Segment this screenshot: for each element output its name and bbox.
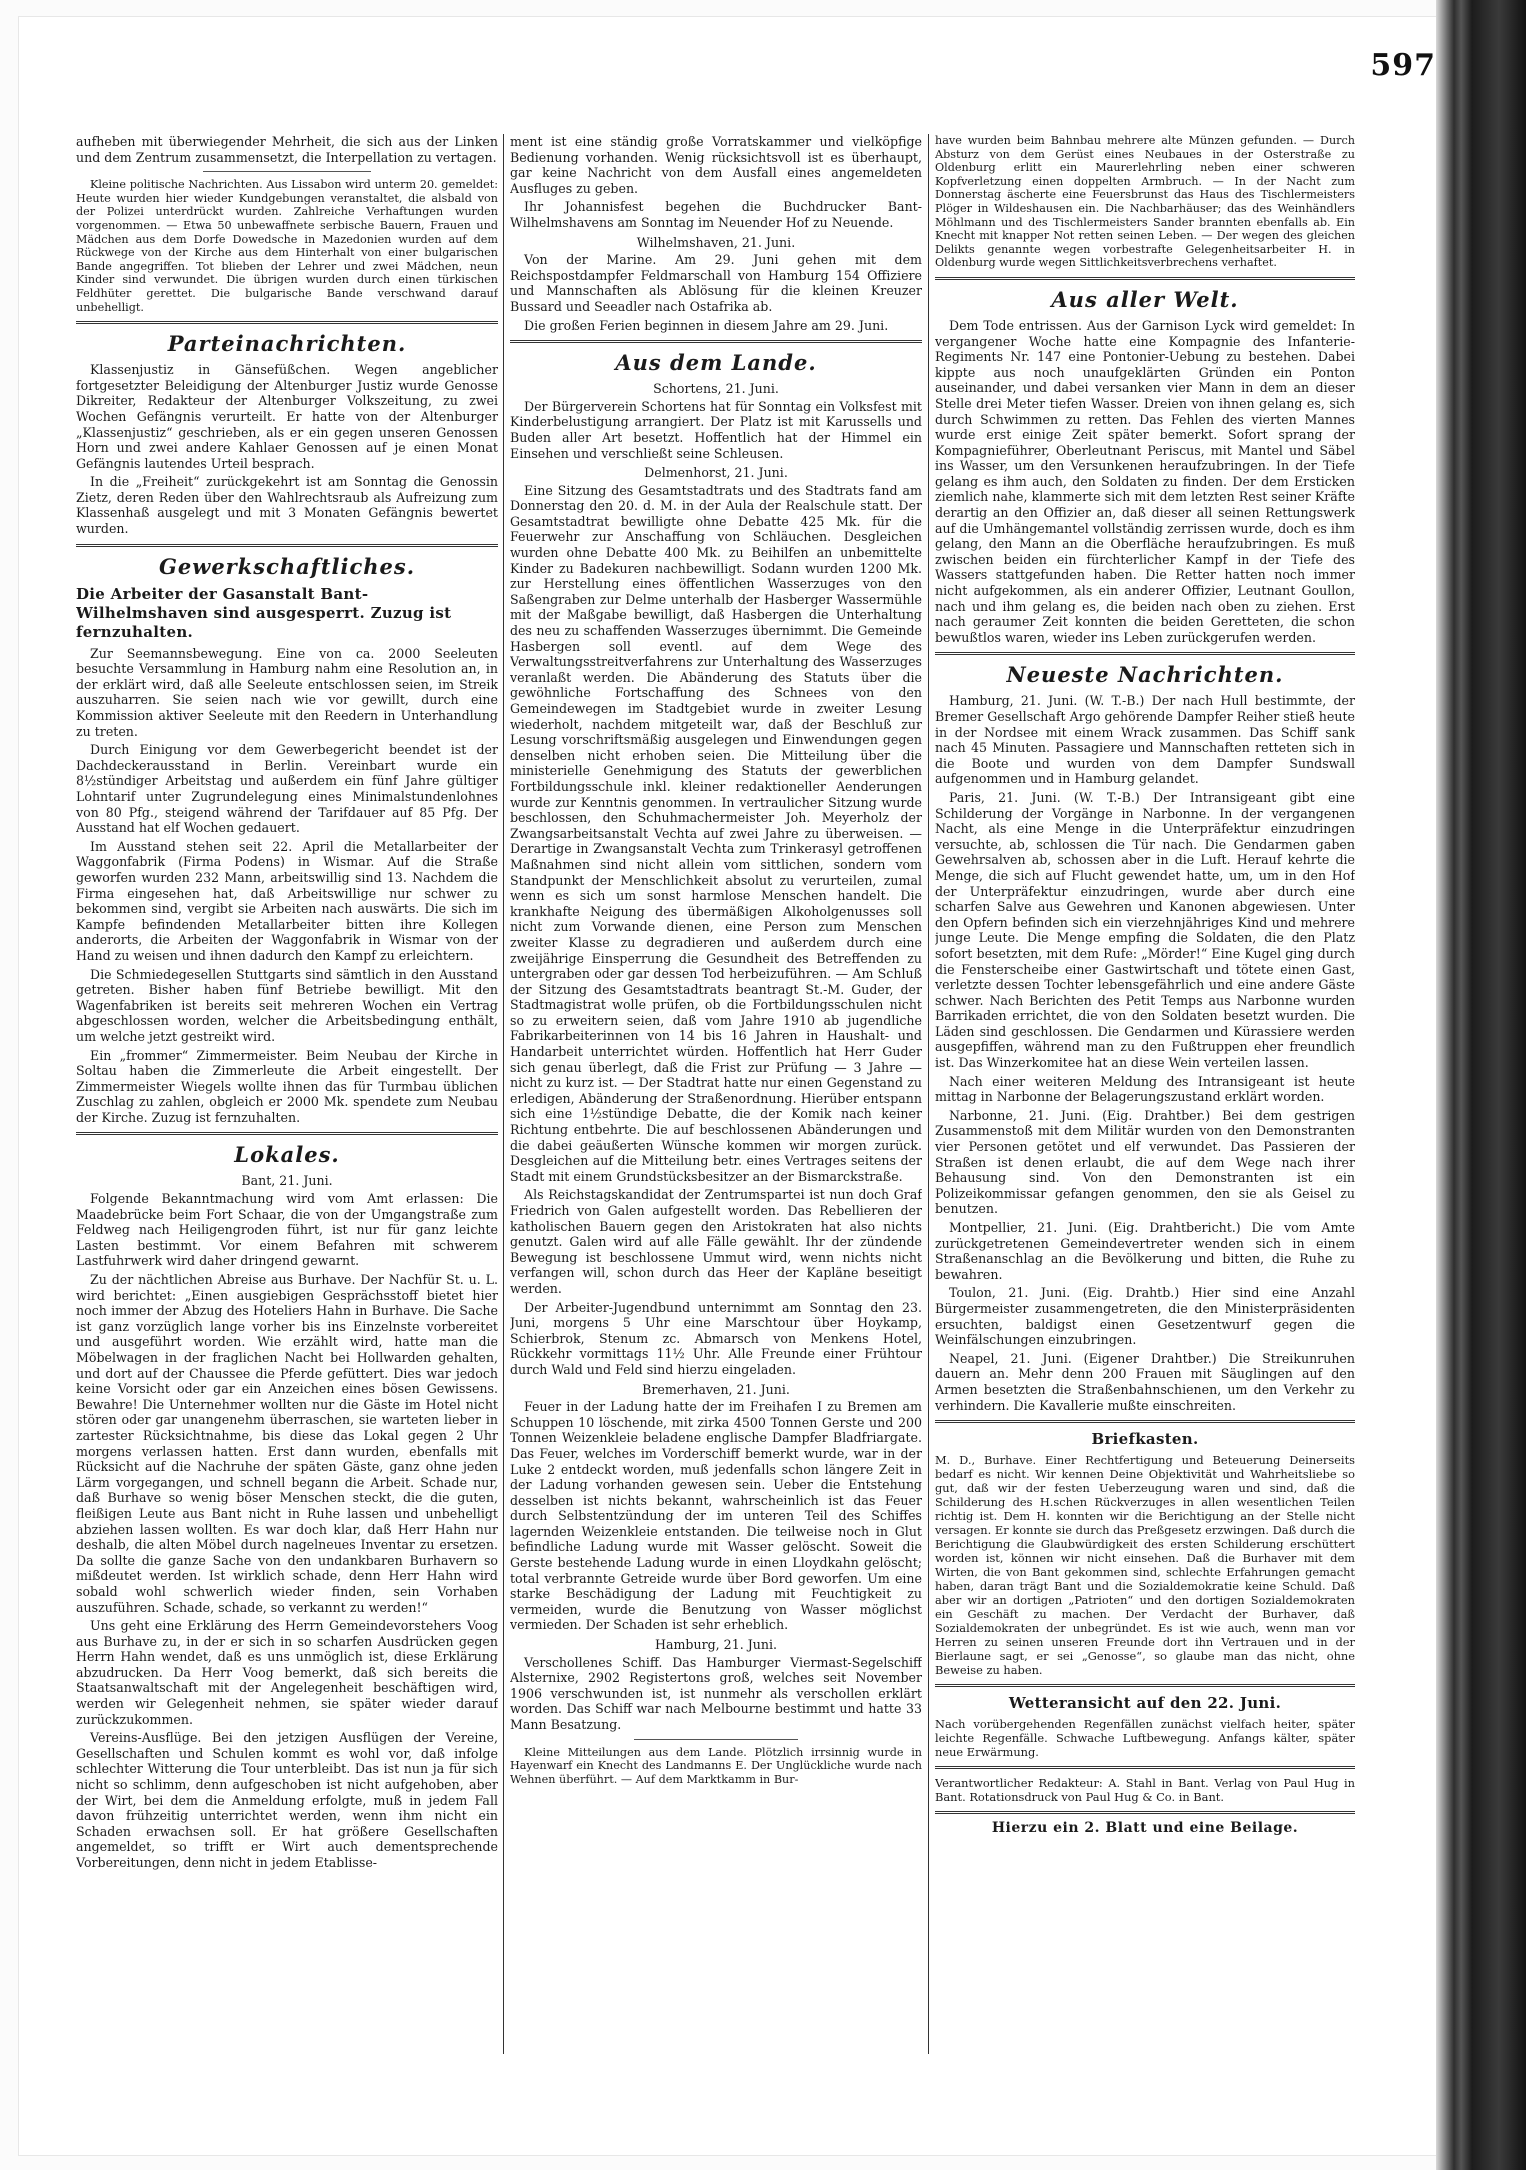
article-vereins-ausfluege: Vereins-Ausflüge. Bei den jetzigen Ausflügen der Vereine, Gesellschaften und Schulen kommt es wohl vor, daß infolge schlechter Witterung die Tour unterbleibt. Das ist nun ja für sich nicht so schlimm, denn aufgeschoben ist nicht aufgehoben, aber der Wirt, bei dem die Anmeldung erfolgte, muß in jedem Fall davon frühzeitig unterrichtet werden, wenn ihm nicht ein Schaden erwachsen soll. Er hat größere Gesellschaften angemeldet, so trifft er Wirt auch dementsprechende Vorbereitungen, denn nicht in jedem Etablisse- xyxy=(76,1730,498,1870)
article-freiheit: In die „Freiheit“ zurückgekehrt ist am Sonntag die Genossin Zietz, deren Reden über den Wahlrechtsraub als Aufreizung zum Klassenhaß ausgelegt und mit 3 Monaten Gefängnis bewertet wurden. xyxy=(76,474,498,537)
article-frommer-zimmermeister: Ein „frommer“ Zimmermeister. Beim Neubau der Kirche in Soltau haben die Zimmerleute die Arbeit eingestellt. Der Zimmermeister Wiegels wollte ihnen das für Turmbau üblichen Zuschlag zu zahlen, obgleich er 2000 Mk. spendete zum Neubau der Kirche. Zuzug ist fernzuhalten. xyxy=(76,1047,498,1125)
article-marine: Von der Marine. Am 29. Juni gehen mit dem Reichspostdampfer Feldmarschall von Hamburg 154 Offiziere und Mannschaften als Ablösung für die kleinen Kreuzer Bussard und Seeadler nach Ostafrika ab. xyxy=(510,252,922,314)
article-neapel: Neapel, 21. Juni. (Eigener Drahtber.) Die Streikunruhen dauern an. Mehr denn 200 Frauen mit Säuglingen auf den Armen besetzten die Straßenbahnschienen, um den Verkehr zu verhindern. Die Kavallerie mußte einschreiten. xyxy=(935,1350,1355,1413)
article-continuation: have wurden beim Bahnbau mehrere alte Münzen gefunden. — Durch Absturz von dem Gerüst eines Neubaues in der Osterstraße zu Oldenburg erlitt ein Maurerlehrling neben einer schweren Kopfverletzung einen doppelten Armbruch. — In der Nacht zum Donnerstag äscherte eine Feuersbrunst das Haus des Tischlermeisters Plöger in Wildeshausen ein. Die Nachbarhäuser; das des Weinhändlers Möhlmann und des Tischlermeisters Sander brannten ebenfalls ab. Ein Knecht mit knapper Not retten seinen Leben. — Der wegen des gleichen Delikts genannte wegen vorbestrafte Gelegenheitsarbeiter H. in Oldenburg wurde wegen Sittlichkeitsverbrechens verhaftet. xyxy=(935,134,1355,270)
section-heading-parteinachrichten: Parteinachrichten. xyxy=(167,331,407,357)
article-buergerverein: Der Bürgerverein Schortens hat für Sonntag ein Volksfest mit Kinderbelustigung arrangiert. Der Platz ist mit Karussells und Buden aller Art besetzt. Hoffentlich hat der Himmel ein Einsehen und verschließt seine Schleusen. xyxy=(510,398,922,461)
article-ausstand-wismar: Im Ausstand stehen seit 22. April die Metallarbeiter der Waggonfabrik (Firma Podens) in Wismar. Auf die Straße geworfen wurden 232 Mann, arbeitswillig sind 13. Nachdem die Firma eingesehen hat, daß Arbeitswillige nur schwer zu bekommen sind, vergibt sie Arbeiten nach auswärts. Die sich im Kampfe befindenden Metallarbeiter bitten ihre Kollegen anderorts, die Arbeiten der Waggonfabrik in Wismar von der Hand zu weisen und ihnen dadurch den Kampf zu erleichtern. xyxy=(76,838,498,963)
dateline-bant: Bant, 21. Juni. xyxy=(241,1173,333,1189)
article-gewerbegericht: Durch Einigung vor dem Gewerbegericht beendet ist der Dachdeckerausstand in Berlin. Vereinbart wurde ein 8½stündiger Arbeitstag und außerdem ein fünf Jahre gültiger Lohntarif unter Zugrundelegung eines Minimalstundenlohnes von 80 Pfg., steigend während der Tarifdauer auf 85 Pfg. Der Ausstand hat elf Wochen gedauert. xyxy=(76,742,498,836)
column-right xyxy=(935,134,1355,2054)
dateline-wilhelmshaven: Wilhelmshaven, 21. Juni. xyxy=(636,234,796,250)
article-continuation: aufheben mit überwiegender Mehrheit, die sich aus der Linken und dem Zentrum zusammensetzt, die Interpellation zu vertagen. xyxy=(76,134,498,165)
article-narbonne: Narbonne, 21. Juni. (Eig. Drahtber.) Bei dem gestrigen Zusammenstoß mit dem Militär wurden von den Demonstranten vier Personen getötet und elf verwundet. Das Passieren der Straßen ist denen erlaubt, die auf dem Wege nach ihrer Behausung sind. Von den Demonstranten ist ein Polizeikommissar gefangen genommen, den sie als Geisel zu benutzen. xyxy=(935,1107,1355,1217)
article-klassenjustiz: Klassenjustiz in Gänsefüßchen. Wegen angeblicher fortgesetzter Beleidigung der Altenburger Justiz wurde Genosse Dikreiter, Redakteur der Altenburger Volkszeitung, zu zwei Wochen Gefängnis verurteilt. Er hatte von der Altenburger „Klassenjustiz“ geschrieben, als er ein gegen unseren Genossen Horn und zwei andere Kahlaer Genossen auf je einen Monat Gefängnis lautendes Urteil besprach. xyxy=(76,362,498,471)
article-kleine-mitteilungen: Kleine Mitteilungen aus dem Lande. Plötzlich irrsinnig wurde in Hayenwarf ein Knecht des Landmanns E. Der Unglückliche wurde nach Wehnen überführt. — Auf dem Marktkamm in Bur- xyxy=(510,1745,922,1786)
section-heading-lokales: Lokales. xyxy=(234,1142,340,1168)
headline-gasanstalt: Die Arbeiter der Gasanstalt Bant-Wilhelmshaven sind ausgesperrt. Zuzug ist fernzuhalten. xyxy=(76,584,452,641)
section-divider xyxy=(510,340,922,343)
section-heading-gewerkschaftliches: Gewerkschaftliches. xyxy=(158,553,416,579)
article-belagerungszustand: Nach einer weiteren Meldung des Intransigeant ist heute mittag in Narbonne der Belagerungszustand erklärt worden. xyxy=(935,1073,1355,1105)
article-dem-tode-entrissen: Dem Tode entrissen. Aus der Garnison Lyck wird gemeldet: In vergangener Woche hatte eine Kompagnie des Infanterie-Regiments Nr. 147 eine Pontonier-Uebung zu bestehen. Dabei kippte aus noch unaufgeklärten Gründen ein Ponton auseinander, und dabei versanken vier Mann in dem an dieser Stelle drei Meter tiefen Wasser. Dreien von ihnen gelang es, sich durch Schwimmen zu retten. Das Fehlen des vierten Mannes wurde erst einige Zeit später bemerkt. Sofort sprang der Kompagnieführer, Oberleutnant Periscus, mit Mantel und Säbel ins Wasser, um den Versunkenen heraufzubringen. In der Tiefe gelang es ihm auch, den Soldaten zu finden. Der dem Ersticken ziemlich nahe, klammerte sich mit dem letzten Rest seiner Kräfte derartig an den Offizier an, daß dieser all seinen Rettungswerk auf die Umhängemantel vollständig zerrissen wurde, doch es ihm gelang, den Mann an die Oberfläche heraufzubringen. Es muß zwischen beiden ein fürchterlicher Kampf in der Tiefe des Wassers stattgefunden haben. Die Retter hatten noch immer nicht aufgekommen, als ein anderer Offizier, Leutnant Goullon, nach und ihm gelang es, die beiden nach oben zu ziehen. Erst nach geraumer Zeit konnten die beiden Geretteten, die schon bewußtlos waren, wieder ins Leben zurückgerufen werden. xyxy=(935,317,1355,645)
dateline-hamburg: Hamburg, 21. Juni. xyxy=(654,1637,778,1653)
section-heading-aus-dem-lande: Aus dem Lande. xyxy=(615,350,817,376)
article-reichstagskandidat: Als Reichstagskandidat der Zentrumspartei ist nun doch Graf Friedrich von Galen aufgestellt worden. Das Rebellieren der katholischen Bauern gegen den Aristokraten hat also nichts genutzt. Galen wird auf alle Fälle gewählt. Ihr der zündende Bewegung ist beschlossene Ummut wird, wenn nichts nicht verfangen will, schon durch das Heer der Kapläne beseitigt werden. xyxy=(510,1187,922,1296)
article-paris-narbonne: Paris, 21. Juni. (W. T.-B.) Der Intransigeant gibt eine Schilderung der Vorgänge in Narbonne. In der vergangenen Nacht, als eine Menge in die Unterpräfektur einzudringen versuchte, ab, schlossen die Tür nach. Die Gendarmen gaben Gewehrsalven ab, schossen aber in die Luft. Herauf kehrte die Menge, die sich auf Flucht gewendet hatte, um, um in den Hof der Unterpräfektur einzudringen, wurde aber durch eine scharfen Salve aus Gewehren und Kanonen abgewiesen. Unter den Opfern befinden sich ein vierzehnjähriges Kind und mehrere junge Leute. Die Menge empfing die Soldaten, die den Platz sofort besetzten, mit dem Rufe: „Mörder!“ Eine Kugel ging durch die Fensterscheibe einer Gastwirtschaft und tötete einen Gast, verletzte dessen Tochter lebensgefährlich und eine andere Gäste schwer. Nach Berichten des Petit Temps aus Narbonne wurden Barrikaden errichtet, die von den Soldaten besetzt wurden. Die Läden sind geschlossen. Die Gendarmen und Kürassiere werden ausgepfiffen, während man zu den Fußtruppen eher freundlich ist. Das Winzerkomitee hat an diese Wein verteilen lassen. xyxy=(935,789,1355,1071)
article-jugendbund: Der Arbeiter-Jugendbund unternimmt am Sonntag den 23. Juni, morgens 5 Uhr eine Marschtour über Hoykamp, Schierbrok, Stenum zc. Abmarsch von Menkens Hotel, Rückkehr vormittags 11½ Uhr. Alle Freunde einer Frühtour durch Wald und Feld sind hierzu eingeladen. xyxy=(510,1299,922,1377)
article-hamburg-dampfer: Hamburg, 21. Juni. (W. T.-B.) Der nach Hull bestimmte, der Bremer Gesellschaft Argo gehörende Dampfer Reiher stieß heute in der Nordsee mit einem Wrack zusammen. Das Schiff sank nach 45 Minuten. Passagiere und Mannschaften retteten sich in die Boote und wurden von dem Dampfer Sundswall aufgenommen und in Hamburg gelandet. xyxy=(935,693,1355,787)
article-schmiedegesellen: Die Schmiedegesellen Stuttgarts sind sämtlich in den Ausstand getreten. Bisher haben fünf Betriebe bewilligt. Mit den Wagenfabriken ist bereits seit mehreren Wochen ein Vertrag abgeschlossen worden, welcher die Arbeitsbedingung enthält, um welche jetzt gestreikt wird. xyxy=(76,966,498,1044)
article-abreise-burhave: Zu der nächtlichen Abreise aus Burhave. Der Nachfür St. u. L. wird berichtet: „Einen ausgiebigen Gesprächsstoff bietet hier noch immer der Abzug des Hoteliers Hahn in Burhave. Die Sache ist ganz vorzüglich lange vorher bis ins Einzelnste vorbereitet und ausgeführt worden. Wie erzählt wird, hatte man die Möbelwagen in der fraglichen Nacht bei Hollwarden gehalten, und dort auf der Chaussee die Pferde gefüttert. Dies war jedoch keine Vorsicht oder gar ein Anzeichen eines bösen Gewissens. Bewahre! Die Unternehmer wollten nur die Gäste im Hotel nicht stören oder gar unangenehm überraschen, sie warteten lieber in zartester Rücksichtnahme, bis diese das Lokal gegen 2 Uhr morgens verlassen hatten. Erst dann wurden, ebenfalls mit Rücksicht auf die Nachruhe der späten Gäste, ganz ohne jeden Lärm vorgegangen, und schnell begann die Arbeit. Schade nur, daß Burhave so wenig böser Menschen steckt, die die guten, fleißigen Leute aus Bant nicht in Ruhe lassen und unbehelligt abziehen lassen wollten. Es war doch klar, daß Herr Hahn nur deshalb, die alten Möbel durch nagelneues Inventar zu ersetzen. Da sollte die ganze Sache von den undankbaren Burhavern so mißdeutet werden. Ist wirklich schade, denn Herr Hahn wird sobald wohl schwerlich wieder finden, sein Vorhaben auszuführen. Schade, schade, so verkannt zu werden!“ xyxy=(76,1272,498,1615)
article-ferien: Die großen Ferien beginnen in diesem Jahre am 29. Juni. xyxy=(524,317,889,333)
section-divider xyxy=(935,652,1355,655)
section-divider xyxy=(76,321,498,324)
article-montpellier: Montpellier, 21. Juni. (Eig. Drahtbericht.) Die vom Amte zurückgetretenen Gemeindevertreter wenden sich in einem Straßenanschlag an die Bevölkerung und bitten, die Ruhe zu bewahren. xyxy=(935,1220,1355,1282)
section-heading-neueste-nachrichten: Neueste Nachrichten. xyxy=(1006,662,1284,688)
article-verschollenes-schiff: Verschollenes Schiff. Das Hamburger Viermast-Segelschiff Alsternixe, 2902 Registertons groß, welches seit November 1906 verschwunden ist, ist nunmehr als verschollen erklärt worden. Das Schiff war nach Melbourne bestimmt und hatte 33 Mann Besatzung. xyxy=(510,1654,922,1732)
section-divider xyxy=(935,1684,1355,1687)
heading-wetteransicht: Wetteransicht auf den 22. Juni. xyxy=(1008,1694,1282,1713)
section-divider xyxy=(76,1132,498,1135)
weather-forecast: Nach vorübergehenden Regenfällen zunächst vielfach heiter, später leichte Regenfälle. Schwache Luftbewegung. Anfangs kälter, später neue Erwärmung. xyxy=(935,1717,1355,1760)
section-divider xyxy=(935,1420,1355,1423)
dateline-delmenhorst: Delmenhorst, 21. Juni. xyxy=(644,465,788,481)
column-rule-2 xyxy=(928,134,929,2054)
article-briefkasten: M. D., Burhave. Einer Rechtfertigung und Beteuerung Deinerseits bedarf es nicht. Wir kennen Deine Objektivität und Wahrheitsliebe so gut, daß wir der festen Ueberzeugung waren und sind, daß die Schilderung des H.schen Rückverzuges in allen wesentlichen Teilen richtig ist. Dem H. konnten wir die Berichtigung an der Stelle nicht versagen. Er konnte sie durch das Preßgesetz erzwingen. Daß durch die Berichtigung die Glaubwürdigkeit des ersten Schilderung erschüttert worden ist, können wir nicht einsehen. Daß die Burhaver mit dem Wirten, die von Bant gekommen sind, schlechte Erfahrungen gemacht haben, daran trägt Bant und die Sozialdemokratie keine Schuld. Daß aber wir an dortigen „Patrioten“ und den dortigen Sozialdemokraten ein Geschäft zu machen. Der Verdacht der Burhaver, daß Sozialdemokraten der unbegründet. Es ist wie auch, wenn man vor Herren zu seinen unseren Freunde dort ihn Vertrauen und in der Bierlaune sagt, er sei „Genosse“, so glaube man das nicht, ohne Beweise zu haben. xyxy=(935,1453,1355,1678)
article-stadtrat-sitzung: Eine Sitzung des Gesamtstadtrats und des Stadtrats fand am Donnerstag den 20. d. M. in der Aula der Realschule statt. Der Gesamtstadtrat bewilligte ohne Debatte 425 Mk. für die Feuerwehr zur Anschaffung von Schläuchen. Desgleichen wurden ohne Debatte 400 Mk. zu Beihilfen an unbemittelte Kinder zu Badekuren nachbewilligt. Sodann wurden 1200 Mk. zur Herstellung eines öffentlichen Wasserzuges von den Saßengraben zur Delme unterhalb der Hasberger Wassermühle mit der Maßgabe bewilligt, daß Hasbergen die Unterhaltung des neu zu schaffenden Wasserzuges übernimmt. Die Gemeinde Hasbergen soll eventl. auf dem Wege des Verwaltungsstreitverfahrens zur Unterhaltung des Wasserzuges veranlaßt werden. Die Abänderung des Statuts über die gewöhnliche Fortschaffung des Schnees von den Gemeindewegen im Stadtgebiet wurde in zweiter Lesung wiederholt, nachdem mitgeteilt war, daß der Beschluß zur Lesung vorschriftsmäßig ausgelegen und Einwendungen gegen denselben nicht erhoben seien. Die Mitteilung über die ministerielle Genehmigung des Statuts der gewerblichen Fortbildungsschule inkl. kleiner redaktioneller Aenderungen wurde zur Kenntnis genommen. In vertraulicher Sitzung wurde beschlossen, den Schuhmachermeister Joh. Meyerholz der Zwangsarbeitsanstalt Vechta auf zwei Jahre zu überweisen. — Derartige in Zwangsanstalt Vechta zum Trinkerasyl getroffenen Maßnahmen sind nicht allein vom sittlichen, sondern vom Standpunkt der Menschlichkeit absolut zu verurteilen, zumal wenn es sich um sonst harmlose Menschen handelt. Die krankhafte Neigung des übermäßigen Alkoholgenusses soll nicht zum Vorwande dienen, eine Person zum Menschen zweiter Klasse zu degradieren und außerdem durch eine zweijährige Einsperrung die Gesundheit des Betreffenden zu untergraben oder gar dessen Tod herbeizuführen. — Am Schluß der Sitzung des Gesamtstadtrats beantragt St.-M. Guder, der Stadtmagistrat wolle prüfen, ob die Fortbildungsschulen nicht so zu erweitern seien, daß vom Jahre 1910 ab jugendliche Fabrikarbeiterinnen von 14 bis 16 Jahren in Haushalt- und Handarbeit unterrichtet würden. Hoffentlich hat Herr Guder sich genau überlegt, daß die Frist zur Prüfung — 3 Jahre — nicht zu kurz ist. — Der Stadtrat hatte nur einen Gegenstand zu erledigen, Abänderung der Straßenordnung. Hierüber entspann sich eine 1½stündige Debatte, die der Komik nach keiner Richtung entbehrte. Die auf beschlossenen Abänderungen und die dabei geäußerten Wünsche kommen wir morgen zurück. Desgleichen auf die Mitteilung betr. eines Vertrages seitens der Stadt mit einem Grundstücksbesitzer an der Bismarckstraße. xyxy=(510,482,922,1184)
section-heading-aus-aller-welt: Aus aller Welt. xyxy=(1051,286,1239,312)
book-binding-edge xyxy=(1436,0,1526,2170)
section-divider xyxy=(935,1766,1355,1769)
dateline-schortens: Schortens, 21. Juni. xyxy=(653,381,779,397)
article-continuation: ment ist eine ständig große Vorratskammer und vielköpfige Bedienung vorhanden. Wenig rücksichtsvoll ist es überhaupt, gar keine Nachricht von dem Ausfall eines angemeldeten Ausfluges zu geben. xyxy=(510,134,922,196)
column-left xyxy=(76,134,498,2054)
section-divider xyxy=(935,1811,1355,1814)
article-toulon: Toulon, 21. Juni. (Eig. Drahtb.) Hier sind eine Anzahl Bürgermeister zusammengetreten, die den Ministerpräsidenten ersuchten, baldigst einen Gesetzentwurf gegen die Weinfälschungen einzubringen. xyxy=(935,1285,1355,1348)
separator xyxy=(203,171,372,172)
section-divider xyxy=(76,544,498,547)
imprint: Verantwortlicher Redakteur: A. Stahl in Bant. Verlag von Paul Hug in Bant. Rotationsdruck von Paul Hug & Co. in Bant. xyxy=(935,1776,1355,1805)
section-heading-briefkasten: Briefkasten. xyxy=(1091,1430,1199,1449)
article-erklaerung: Uns geht eine Erklärung des Herrn Gemeindevorstehers Voog aus Burhave zu, in der er sich in so scharfen Ausdrücken gegen Herrn Hahn wendet, daß es uns unmöglich ist, diese Erklärung abzudrucken. Da Herr Voog bemerkt, daß sich bereits die Staatsanwaltschaft mit der Angelegenheit beschäftigen wird, werden wir Gelegenheit nehmen, sie später wieder darauf zurückzukommen. xyxy=(76,1618,498,1727)
dateline-bremerhaven: Bremerhaven, 21. Juni. xyxy=(642,1381,790,1397)
article-seemannsbewegung: Zur Seemannsbewegung. Eine von ca. 2000 Seeleuten besuchte Versammlung in Hamburg nahm eine Resolution an, in der erklärt wird, daß alle Seeleute entschlossen seien, im Streik auszuharren. Sie seien nach wie vor gewillt, durch eine Kommission aktiver Seeleute mit den Reedern in Unterhandlung zu treten. xyxy=(76,645,498,739)
supplement-notice: Hierzu ein 2. Blatt und eine Beilage. xyxy=(991,1820,1299,1837)
section-divider xyxy=(935,277,1355,280)
article-bekanntmachung: Folgende Bekanntmachung wird vom Amt erlassen: Die Maadebrücke beim Fort Schaar, die von der Umgangstraße zum Feldweg nach Heiligengroden führt, ist nur für ganz leichte Lasten bestimmt. Vor einem Befahren mit schwerem Lastfuhrwerk wird daher dringend gewarnt. xyxy=(76,1191,498,1269)
column-middle xyxy=(510,134,922,2074)
article-kleine-politische-nachrichten: Kleine politische Nachrichten. Aus Lissabon wird unterm 20. gemeldet: Heute wurden hier wieder Kundgebungen veranstaltet, die alsbald von der Polizei unterdrückt wurden. Zahlreiche Verhaftungen wurden vorgenommen. — Etwa 50 unbewaffnete serbische Bauern, Frauen und Mädchen aus dem Dorfe Dowedsche in Mazedonien wurden auf dem Rückwege von der Kirche aus dem Hinterhalt von einer bulgarischen Bande angegriffen. Tot blieben der Lehrer und zwei Mädchen, neun Kinder sind verwundet. Die übrigen wurden durch einen türkischen Feldhüter gerettet. Die bulgarische Bande verschwand darauf unbehelligt. xyxy=(76,178,498,314)
separator xyxy=(634,1739,799,1740)
article-feuer-ladung: Feuer in der Ladung hatte der im Freihafen I zu Bremen am Schuppen 10 löschende, mit zirka 4500 Tonnen Gerste und 200 Tonnen Weizenkleie beladene englische Dampfer Bladfriargate. Das Feuer, welches im Vorderschiff bemerkt wurde, war in der Luke 2 entdeckt worden, muß jedenfalls schon längere Zeit in der Ladung vorhanden gewesen sein. Ueber die Entstehung desselben ist nichts bekannt, wahrscheinlich ist das Feuer durch Selbstentzündung der im unteren Teil des Schiffes lagernden Weizenkleie entstanden. Die teilweise noch in Glut befindliche Ladung wurde mit Wasser gelöscht. Soweit die Gerste bestehende Ladung wurde in einen Lloydkahn gelöscht; total verbrannte Getreide wurde über Bord geworfen. Um eine starke Beschädigung der Ladung mit Feuchtigkeit zu vermeiden, wurde die Benutzung von Wasser möglichst vermieden. Der Schaden ist sehr erheblich. xyxy=(510,1399,922,1633)
column-rule-1 xyxy=(503,134,504,2054)
article-johannisfest: Ihr Johannisfest begehen die Buchdrucker Bant-Wilhelmshavens am Sonntag im Neuender Hof zu Neuende. xyxy=(510,199,922,230)
page-number: 597 xyxy=(1370,48,1436,83)
